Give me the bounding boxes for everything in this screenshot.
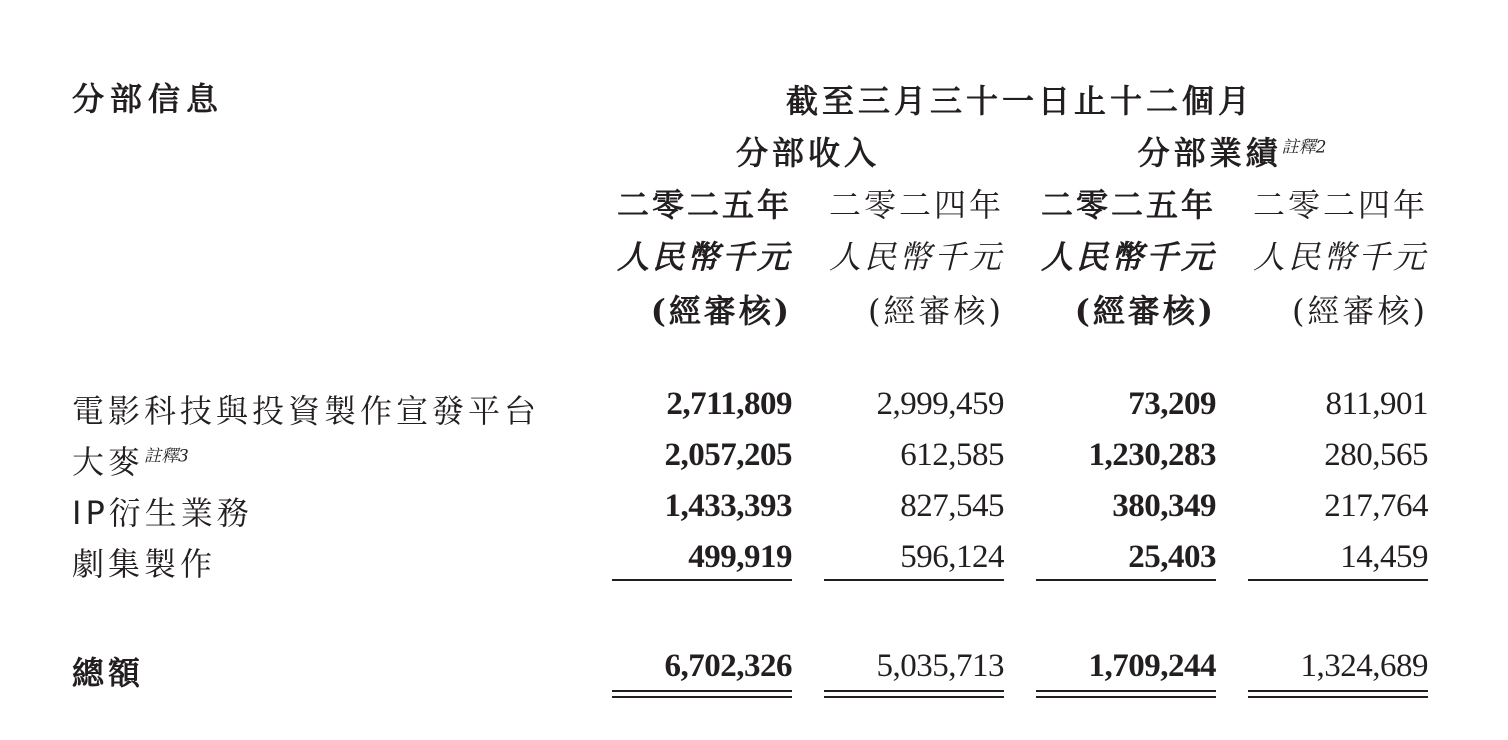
segment-revenue-header bbox=[612, 128, 1004, 174]
col4-year: 二零二四年 bbox=[1252, 186, 1428, 224]
total-double-rule bbox=[1248, 690, 1428, 698]
table-cell: 2,999,459 bbox=[876, 386, 1004, 422]
subtotal-rule bbox=[1248, 579, 1428, 581]
col4-currency: 人民幣千元 bbox=[1252, 238, 1428, 276]
total-cell: 1,709,244 bbox=[1088, 648, 1216, 684]
col3-year: 二零二五年 bbox=[1040, 186, 1216, 224]
col3-audit: (經審核) bbox=[1074, 292, 1216, 330]
table-cell: 1,433,393 bbox=[664, 488, 792, 524]
table-cell: 827,545 bbox=[900, 488, 1004, 524]
table-cell: 612,585 bbox=[900, 437, 1004, 473]
period-header: 截至三月三十一日止十二個月 bbox=[785, 82, 1254, 120]
segment-results-header bbox=[1036, 128, 1428, 174]
table-cell: 73,209 bbox=[1128, 386, 1216, 422]
col2-audit: (經審核) bbox=[868, 292, 1004, 330]
total-cell: 6,702,326 bbox=[664, 648, 792, 684]
segment-results-label: 分部業績 bbox=[1137, 134, 1282, 172]
table-cell: 217,764 bbox=[1324, 488, 1428, 524]
col2-currency: 人民幣千元 bbox=[828, 238, 1004, 276]
total-double-rule bbox=[612, 690, 792, 698]
section-title: 分部信息 bbox=[72, 80, 225, 118]
row-label: IP衍生業務 bbox=[72, 494, 253, 532]
col1-audit: (經審核) bbox=[650, 292, 792, 330]
total-label: 總額 bbox=[72, 654, 145, 692]
col2-year: 二零二四年 bbox=[828, 186, 1004, 224]
table-cell: 811,901 bbox=[1325, 386, 1428, 422]
table-cell: 2,711,809 bbox=[666, 386, 792, 422]
table-cell: 280,565 bbox=[1324, 437, 1428, 473]
col4-audit: (經審核) bbox=[1292, 292, 1428, 330]
table-cell: 380,349 bbox=[1112, 488, 1216, 524]
subtotal-rule bbox=[824, 579, 1004, 581]
table-cell: 596,124 bbox=[900, 539, 1004, 575]
total-double-rule bbox=[824, 690, 1004, 698]
segment-results-note: 註釋2 bbox=[1281, 137, 1327, 158]
row-label: 劇集製作 bbox=[72, 545, 217, 583]
row-label: 大麥$^{註釋3}$ bbox=[72, 443, 189, 481]
col1-currency: 人民幣千元 bbox=[616, 238, 792, 276]
table-cell: 25,403 bbox=[1128, 539, 1216, 575]
col3-currency: 人民幣千元 bbox=[1040, 238, 1216, 276]
subtotal-rule bbox=[1036, 579, 1216, 581]
total-double-rule bbox=[1036, 690, 1216, 698]
col1-year: 二零二五年 bbox=[616, 186, 792, 224]
segment-revenue-label: 分部收入 bbox=[735, 134, 880, 172]
subtotal-rule bbox=[612, 579, 792, 581]
table-cell: 14,459 bbox=[1340, 539, 1428, 575]
total-cell: 1,324,689 bbox=[1300, 648, 1428, 684]
row-note: 註釋3 bbox=[144, 446, 189, 467]
total-cell: 5,035,713 bbox=[876, 648, 1004, 684]
row-label: 電影科技與投資製作宣發平台 bbox=[72, 392, 541, 430]
table-cell: 1,230,283 bbox=[1088, 437, 1216, 473]
table-cell: 499,919 bbox=[688, 539, 792, 575]
table-cell: 2,057,205 bbox=[664, 437, 792, 473]
